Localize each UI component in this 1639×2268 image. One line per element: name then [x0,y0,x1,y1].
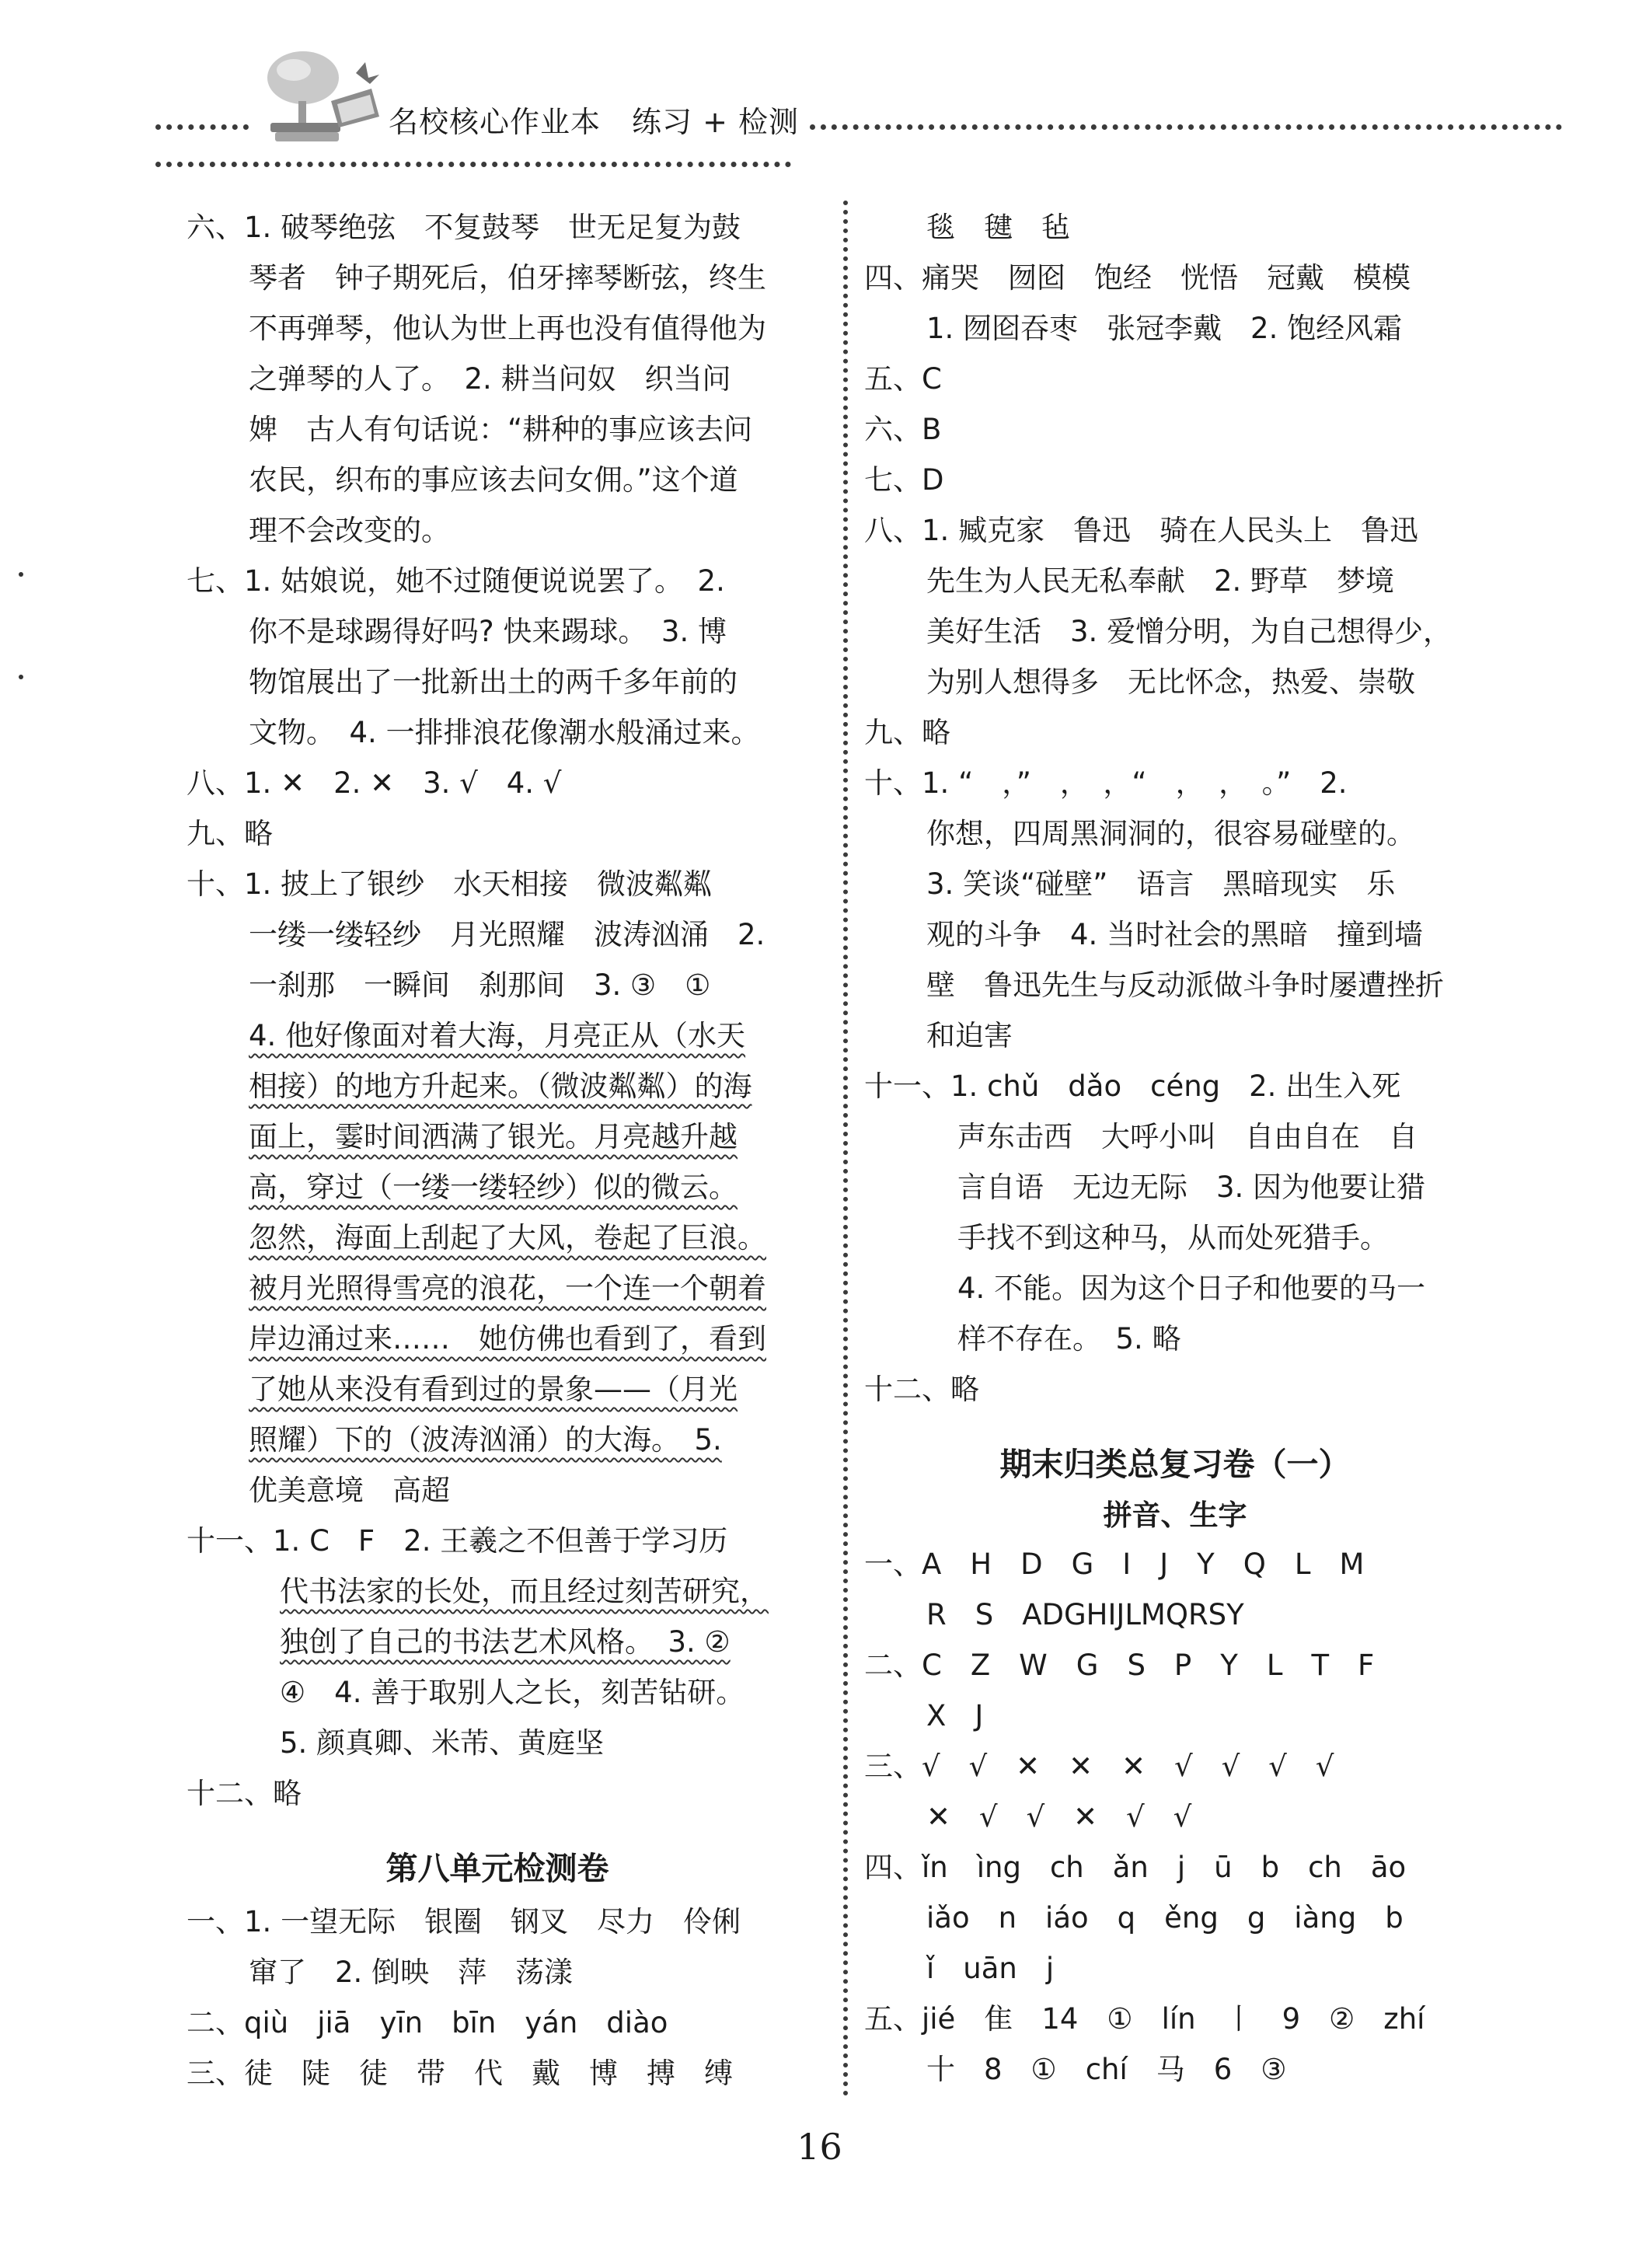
section-title: 第八单元检测卷 [385,1850,609,1887]
page-header [0,0,1639,187]
question-answer-line: 七、1. 姑娘说，她不过随便说说罢了。 2. [187,564,725,598]
answer-continuation-line: 和迫害 [926,1019,1013,1052]
page-number: 16 [797,2126,842,2168]
answer-continuation-line: 4. 不能。因为这个日子和他要的马一 [957,1272,1426,1305]
question-answer-line: 八、1. ✕ 2. ✕ 3. √ 4. √ [187,766,562,800]
answer-continuation-line: 你不是球踢得好吗? 快来踢球。 3. 博 [249,615,727,648]
answer-continuation-line: 样不存在。 5. 略 [957,1322,1181,1356]
lamp-and-books-logo-icon [247,47,387,148]
answer-continuation-line: 农民，织布的事应该去问女佣。”这个道 [249,463,738,497]
question-answer-line: 九、略 [864,716,950,749]
header-brand [389,98,799,141]
answer-continuation-line [187,1010,808,1061]
question-answer-line: 五、C [864,362,942,396]
margin-dot-1 [19,572,23,577]
question-answer-line: 十二、略 [864,1373,979,1406]
section-subtitle: 拼音、生字 [1103,1499,1247,1532]
answer-continuation-line: 言自语 无边无际 3. 因为他要让猎 [957,1171,1426,1204]
column-divider [843,201,848,2097]
answer-continuation-line: X J [926,1699,984,1732]
answer-continuation-line: 一缕一缕轻纱 月光照耀 波涛汹涌 2. [249,918,765,951]
answer-continuation-line: 琴者 钟子期死后，伯牙摔琴断弦，终生 [249,261,766,295]
answer-continuation-line: 先生为人民无私奉献 2. 野草 梦境 [926,564,1395,598]
answer-continuation-line: 美好生活 3. 爱憎分明，为自己想得少， [926,615,1452,648]
underlined-answer-text: 忽然，海面上刮起了大风，卷起了巨浪。 [249,1221,766,1254]
answer-continuation-line: 婢 古人有句话说：“耕种的事应该去问 [249,413,753,446]
underlined-answer-text: 相接）的地方升起来。（微波粼粼）的海 [249,1069,752,1103]
answer-continuation-line: 3. 笑谈“碰壁” 语言 黑暗现实 乐 [926,867,1396,901]
answer-continuation-line [187,1263,808,1314]
question-answer-line: 六、B [864,413,942,446]
answer-continuation-line: 观的斗争 4. 当时社会的黑暗 撞到墙 [926,918,1424,951]
answer-continuation-line: 声东击西 大呼小叫 自由自在 自 [957,1120,1418,1153]
answer-continuation-line: 文物。 4. 一排排浪花像潮水般涌过来。 [249,716,760,749]
answer-continuation-line [187,1566,808,1617]
question-answer-line: 八、1. 臧克家 鲁迅 骑在人民头上 鲁迅 [864,514,1419,547]
left-answer-column [187,202,808,2099]
question-answer-line: 二、qiù jiā yīn bīn yán diào [187,2006,668,2039]
answer-continuation-line [187,1111,808,1162]
question-answer-line: 一、A H D G I J Y Q L M [864,1547,1365,1581]
question-answer-line: 三、√ √ ✕ ✕ ✕ √ √ √ √ [864,1750,1334,1783]
answer-continuation-line: 不再弹琴，他认为世上再也没有值得他为 [249,312,766,345]
answer-continuation-line: 优美意境 高超 [249,1474,450,1507]
answer-continuation-line [187,1314,808,1364]
margin-dot-2 [19,675,23,679]
answer-continuation-line: 为别人想得多 无比怀念，热爱、崇敬 [926,665,1415,699]
question-answer-line: 五、jié 隹 14 ① lín 丨 9 ② zhí [864,2002,1425,2036]
underlined-answer-text: 独创了自己的书法艺术风格。 3. ② [280,1625,731,1659]
section-title: 期末归类总复习卷（一） [999,1446,1351,1483]
answer-continuation-line: 物馆展出了一批新出土的两千多年前的 [249,665,738,699]
answer-continuation-line [187,1415,808,1465]
underlined-answer-text: 了她从来没有看到过的景象——（月光 [249,1373,738,1406]
question-answer-line: 十一、1. chǔ dǎo céng 2. 出生入死 [864,1069,1401,1103]
answer-continuation-line: ✕ √ √ ✕ √ √ [926,1800,1192,1834]
question-answer-line: 一、1. 一望无际 银圈 钢叉 尽力 伶俐 [187,1905,741,1938]
header-dotted-rule-left [155,124,249,130]
question-answer-line: 七、D [864,463,944,497]
question-answer-line: 十一、1. C F 2. 王羲之不但善于学习历 [187,1524,728,1558]
question-answer-line: 四、ǐn ìng ch ǎn j ū b ch āo [864,1851,1407,1884]
underlined-answer-text: 被月光照得雪亮的浪花，一个连一个朝着 [249,1272,766,1305]
answer-continuation-line: 之弹琴的人了。 2. 耕当问奴 织当问 [249,362,731,396]
underlined-answer-text: 岸边涌过来…… 她仿佛也看到了，看到 [249,1322,766,1356]
header-dotted-rule-lower [155,162,791,167]
answer-continuation-line [187,1162,808,1213]
answer-continuation-line [187,1617,808,1667]
answer-continuation-line: ④ 4. 善于取别人之长，刻苦钻研。 [280,1676,745,1709]
answer-continuation-line: 1. 囫囵吞枣 张冠李戴 2. 饱经风霜 [926,312,1403,345]
question-answer-line: 六、1. 破琴绝弦 不复鼓琴 世无足复为鼓 [187,211,741,244]
question-answer-line: 十、1. “ ，” ， ，“ ， ， 。” 2. [864,766,1348,800]
answer-continuation-line: 一刹那 一瞬间 刹那间 3. ③ ① [249,968,711,1002]
question-answer-line: 二、C Z W G S P Y L T F [864,1649,1375,1682]
answer-continuation-line [187,1364,808,1415]
underlined-answer-text: 代书法家的长处，而且经过刻苦研究， [280,1575,769,1608]
answer-continuation-line: ǐ uān j [926,1952,1055,1985]
answer-continuation-line: 窜了 2. 倒映 萍 荡漾 [249,1956,574,1989]
answer-continuation-line: 手找不到这种马，从而处死猎手。 [957,1221,1389,1254]
answer-continuation-line: iǎo n iáo q ěng g iàng b [926,1901,1404,1935]
question-answer-line: 四、痛哭 囫囵 饱经 恍悟 冠戴 模模 [864,261,1411,295]
underlined-answer-text: 面上，霎时间洒满了银光。月亮越升越 [249,1120,738,1153]
question-answer-line: 十、1. 披上了银纱 水天相接 微波粼粼 [187,867,713,901]
answer-continuation-line [187,1061,808,1111]
answer-continuation-line: 毯 毽 毡 [926,211,1070,244]
answer-continuation-line: 壁 鲁迅先生与反动派做斗争时屡遭挫折 [926,968,1444,1002]
answer-continuation-line: 理不会改变的。 [249,514,450,547]
answer-continuation-line: 十 8 ① chí 马 6 ③ [926,2053,1287,2086]
answer-continuation-line: R S ADGHIJLMQRSY [926,1598,1244,1631]
underlined-answer-text: 高，穿过（一缕一缕轻纱）似的微云。 [249,1171,738,1204]
header-subtitle: 练习 + 检测 [632,105,800,139]
question-answer-line: 十二、略 [187,1777,302,1810]
header-dotted-rule-right [810,124,1562,130]
underlined-answer-text: 照耀）下的（波涛汹涌）的大海。 5. [249,1423,722,1457]
right-answer-column [864,202,1486,2095]
answer-continuation-line [187,1213,808,1263]
question-answer-line: 九、略 [187,817,273,850]
answer-continuation-line: 你想，四周黑洞洞的，很容易碰壁的。 [926,817,1415,850]
underlined-answer-text: 4. 他好像面对着大海，月亮正从（水天 [249,1019,746,1052]
question-answer-line: 三、徒 陡 徒 带 代 戴 博 搏 缚 [187,2057,733,2090]
header-series-title: 名校核心作业本 [389,105,602,139]
answer-continuation-line: 5. 颜真卿、米芾、黄庭坚 [280,1726,605,1760]
